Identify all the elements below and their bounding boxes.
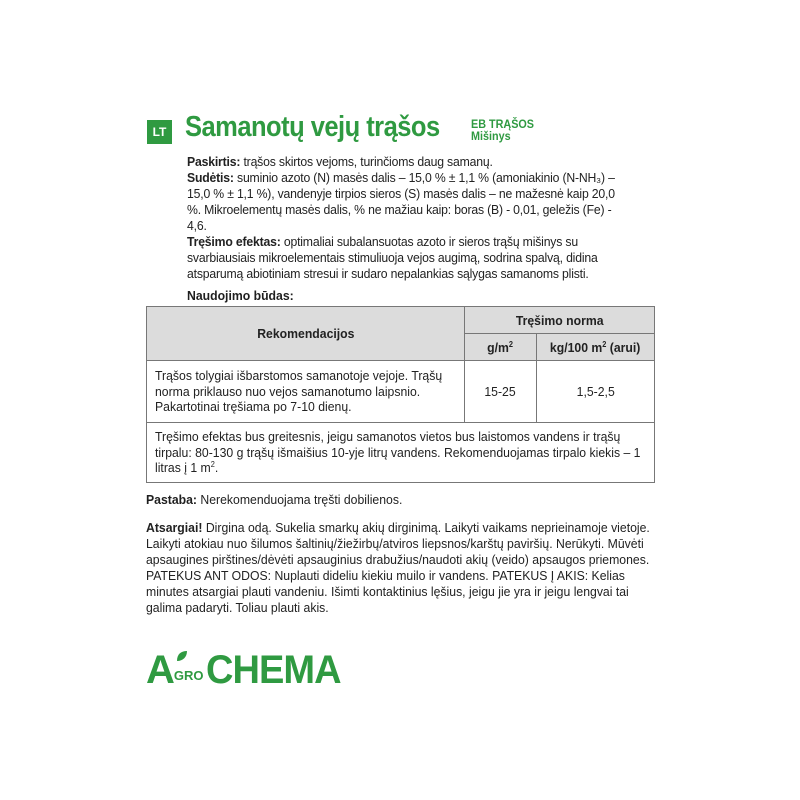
agrochema-logo (146, 646, 347, 690)
logo-letter-a: A (146, 648, 174, 692)
efektas-label: Tręšimo efektas: (187, 234, 281, 249)
info-block (187, 154, 622, 282)
row-rate-g: 15-25 (465, 361, 537, 423)
category-line-1: EB TRĄŠOS (471, 117, 535, 131)
sudetis-text: suminio azoto (N) masės dalis – 15,0 % ± 1,1 % (amoniakinio (N-NH₃) – 15,0 % ± 1,1 %), vandenyje tirpios sieros (S) masės dalis – ne mažesnė kaip 20,0 %. Mikroelementų masės dalis, % ne mažiau kaip: boras (B) - 0,01, geležis (Fe) - 4,6. (187, 170, 615, 233)
language-badge: LT (147, 120, 172, 144)
warning-paragraph (146, 520, 652, 616)
logo-chema: CHEMA (205, 648, 341, 692)
note-text: Nerekomenduojama tręšti dobilienos. (197, 492, 403, 507)
header-unit-g: $g/m^2$ (465, 334, 537, 361)
efektas-paragraph (187, 234, 622, 282)
warning-label: Atsargiai! (146, 520, 203, 535)
paskirtis-label: Paskirtis: (187, 154, 241, 169)
header-recommendations: Rekomendacijos (147, 307, 465, 361)
logo-gro: GRO (173, 668, 204, 683)
product-title: Samanotų vejų trąšos (185, 111, 440, 143)
table-note: Tręšimo efektas bus greitesnis, jeigu samanotos vietos bus laistomos vandens ir trąšų tirpalu: 80-130 g trąšų išmaišius 10-yje litrų vandens. Rekomenduojamas tirpalo kiekis – 1 litras į 1 $m^2$. (147, 423, 655, 483)
warning-text: Dirgina odą. Sukelia smarkų akių dirginimą. Laikyti vaikams neprieinamoje vietoje. Laikyti atokiau nuo šilumos šaltinių/žiežirbų/atviros liepsnos/karštų paviršių. Nerūkyti. Mūvėti apsaugines pirštines/dėvėti apsauginius drabužius/naudoti akių (veido) apsaugos priemones. PATEKUS ANT ODOS: Nuplauti dideliu kiekiu muilo ir vandens. PATEKUS Į AKIS: Kelias minutes atsargiai plauti vandeniu. Išimti kontaktinius lęšius, jeigu jie yra ir jeigu lengvai tai galima padaryti. Toliau plauti akis. (146, 520, 650, 615)
paskirtis-paragraph (187, 154, 622, 170)
usage-table (146, 306, 655, 483)
efektas-text: optimaliai subalansuotas azoto ir sieros trąšų mišinys su svarbiausiais mikroelementais stimuliuoja vejos augimą, sodrina spalvą, didina atsparumą abiotiniam stresui ir sudaro nepalankias sąlygas samanoms plisti. (187, 234, 598, 281)
row-recommendation-text: Trąšos tolygiai išbarstomos samanotoje vejoje. Trąšų norma priklauso nuo vejos samanotumo laipsnio. Pakartotinai tręšiama po 7-10 dienų. (147, 361, 465, 423)
paskirtis-text: trąšos skirtos vejoms, turinčioms daug samanų. (240, 154, 493, 169)
sudetis-label: Sudėtis: (187, 170, 234, 185)
note-paragraph (146, 492, 402, 508)
header-rate: Tręšimo norma (465, 307, 655, 334)
table-row (147, 361, 655, 423)
table-note-row (147, 423, 655, 483)
product-category (471, 118, 534, 142)
category-line-2: Mišinys (471, 129, 511, 143)
header-unit-kg: kg/100 $m^2$ (arui) (537, 334, 655, 361)
sudetis-paragraph (187, 170, 622, 234)
row-rate-kg: 1,5-2,5 (537, 361, 655, 423)
note-label: Pastaba: (146, 492, 198, 507)
usage-title: Naudojimo būdas: (187, 288, 294, 303)
leaf-icon (176, 650, 188, 662)
